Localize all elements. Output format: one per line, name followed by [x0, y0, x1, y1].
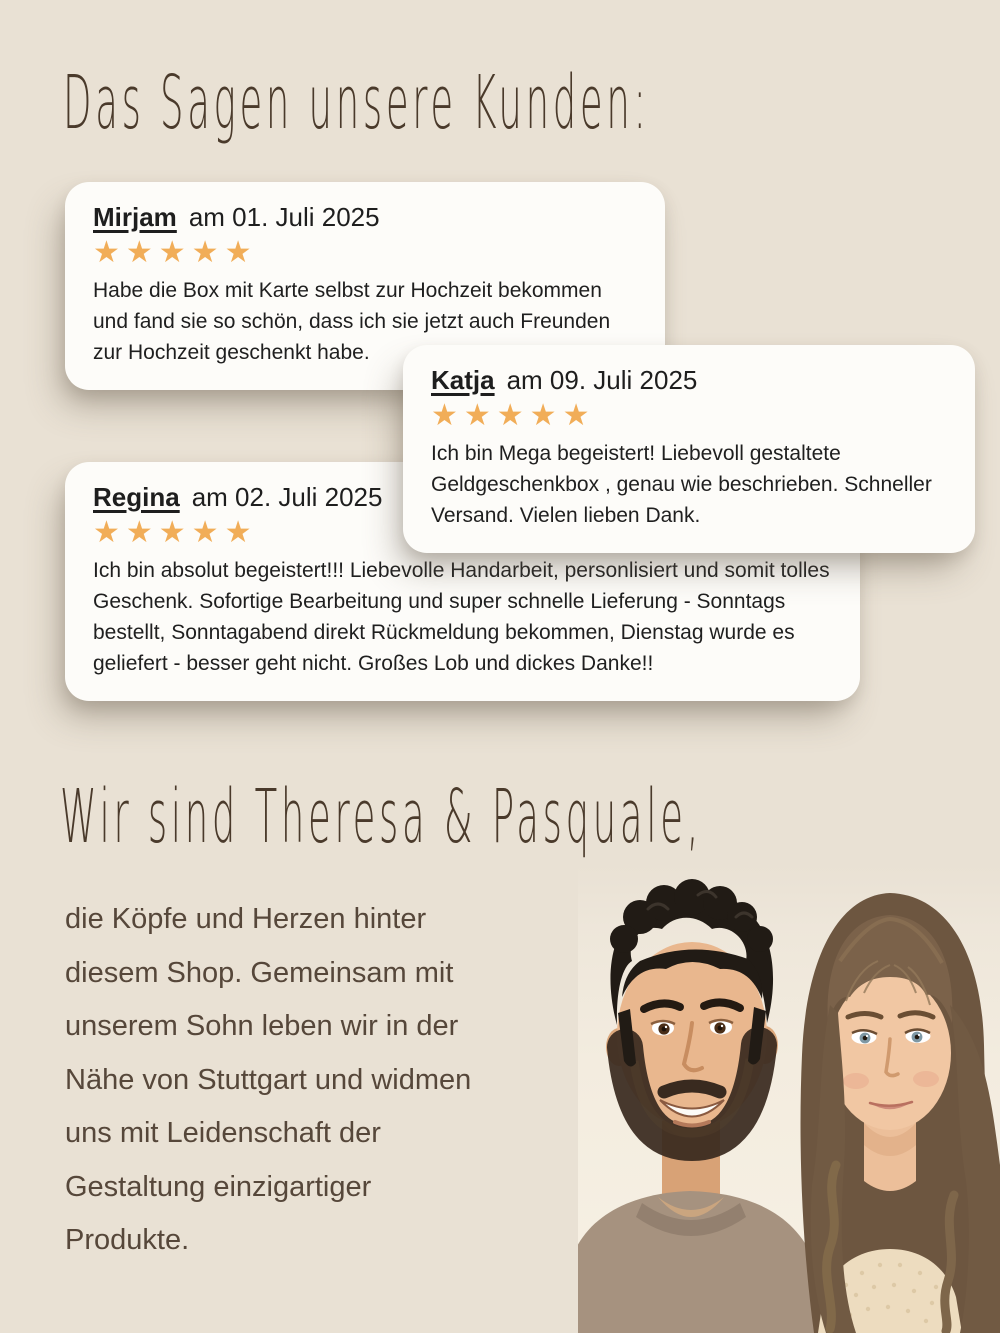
review-text: Ich bin Mega begeistert! Liebevoll gestaltete Geldgeschenkbox , genau wie beschrieben. Schneller Versand. Vielen lieben Dank. [431, 442, 932, 527]
reviews-heading: Das Sagen unsere Kunden: [63, 60, 650, 146]
star-rating-icon: ★★★★★ [93, 235, 258, 270]
about-line: die Köpfe und Herzen hinter [65, 903, 427, 935]
woman-portrait [801, 893, 1000, 1333]
about-heading: Wir sind Theresa & Pasquale, [60, 774, 703, 860]
founders-photo [578, 865, 1000, 1333]
review-header [93, 202, 637, 233]
star-rating-icon: ★★★★★ [431, 398, 596, 433]
about-line: Nähe von Stuttgart und widmen [65, 1063, 472, 1096]
review-text: Ich bin absolut begeistert!!! Liebevolle Handarbeit, personlisiert und somit tolles Geschenk. Sofortige Bearbeitung und super schnelle Lieferung - Sonntags bestellt, Sonntagabend direkt Rückmeldung bekommen, Dienstag wurde es geliefert - besser geht nicht. Großes Lob und dickes Danke!! [93, 559, 830, 675]
review-header [431, 365, 947, 396]
founders-photo-illustration [578, 865, 1000, 1333]
review-date: am 02. Juli 2025 [191, 482, 383, 512]
review-date: am 01. Juli 2025 [188, 202, 380, 232]
review-date: am 09. Juli 2025 [506, 365, 698, 395]
review-card-katja [403, 345, 975, 553]
star-rating-icon: ★★★★★ [93, 515, 258, 550]
reviewer-name: Mirjam [93, 202, 177, 232]
review-text: Habe die Box mit Karte selbst zur Hochzeit bekommen und fand sie so schön, dass ich sie jetzt auch Freunden zur Hochzeit geschenkt habe. [93, 279, 611, 364]
about-line: Produkte. [65, 1224, 190, 1256]
about-line: uns mit Leidenschaft der [65, 1117, 381, 1149]
about-line: diesem Shop. Gemeinsam mit [65, 956, 454, 989]
reviewer-name: Katja [431, 365, 495, 395]
reviewer-name: Regina [93, 482, 180, 512]
man-portrait [578, 879, 820, 1333]
about-line: Gestaltung einzigartiger [65, 1170, 372, 1203]
about-line: unserem Sohn leben wir in der [65, 1010, 459, 1042]
about-paragraph [65, 893, 565, 1268]
